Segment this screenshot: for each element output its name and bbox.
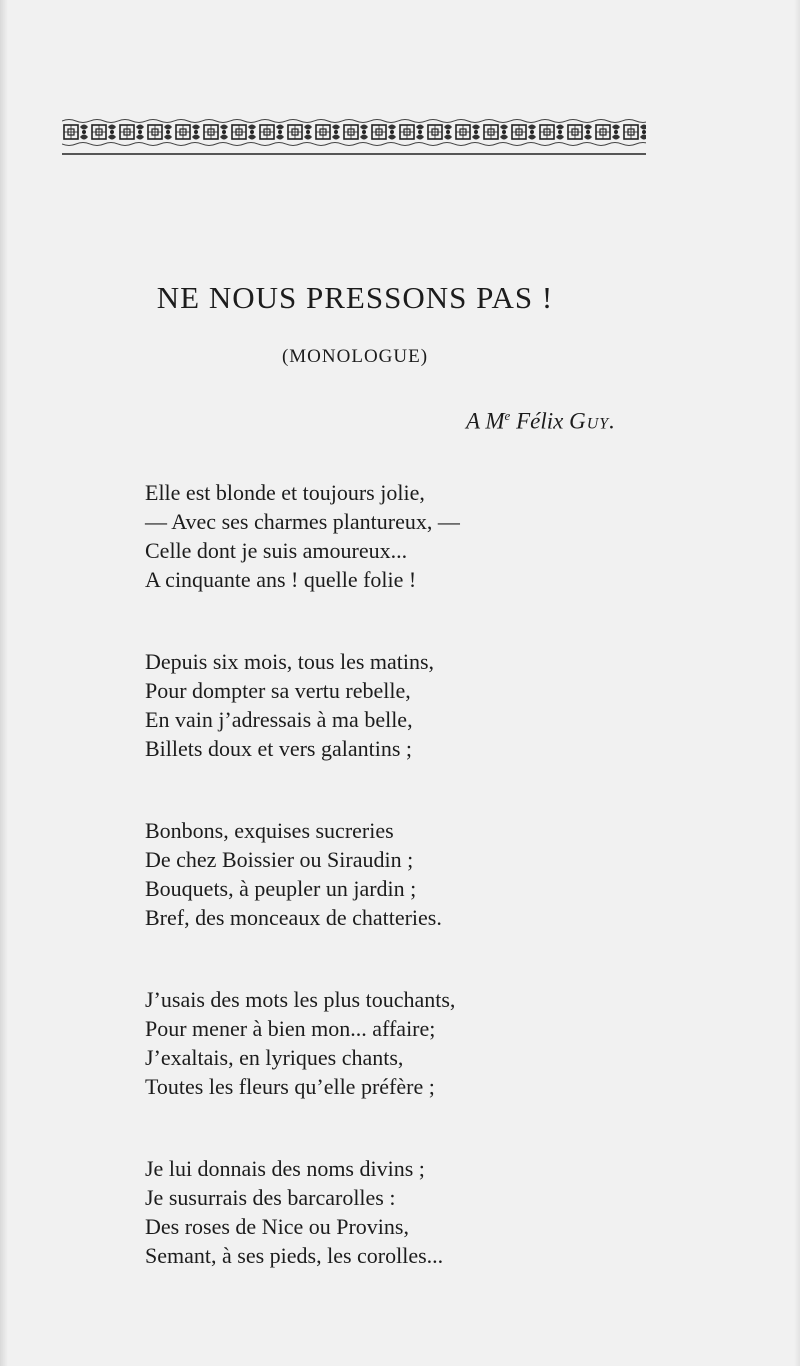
- poem-subtitle: (MONOLOGUE): [281, 346, 429, 367]
- verse-line: Je lui donnais des noms divins ;: [145, 1156, 425, 1181]
- stanza: [145, 647, 705, 763]
- verse-line: Bouquets, à peupler un jardin ;: [145, 876, 417, 901]
- verse-line: — Avec ses charmes plantureux, —: [145, 509, 460, 534]
- verse-line: Bonbons, exquises sucreries: [145, 818, 394, 843]
- verse-line: Je susurrais des barcarolles :: [145, 1185, 396, 1210]
- page-edge: [794, 0, 800, 1366]
- verse-line: Bref, des monceaux de chatteries.: [145, 905, 442, 930]
- stanza: [145, 478, 705, 594]
- verse-line: J’exaltais, en lyriques chants,: [145, 1045, 404, 1070]
- verse-line: Toutes les fleurs qu’elle préfère ;: [145, 1074, 435, 1099]
- dedication-prefix-superscript: e: [504, 408, 511, 423]
- stanza: [145, 985, 705, 1101]
- verse-line: Elle est blonde et toujours jolie,: [145, 480, 425, 505]
- verse-line: Depuis six mois, tous les matins,: [145, 649, 435, 674]
- decorative-ornament-band: [62, 114, 646, 158]
- verse-line: Des roses de Nice ou Provins,: [145, 1214, 409, 1239]
- poem-body: [145, 478, 705, 1323]
- stanza: [145, 816, 705, 932]
- verse-line: De chez Boissier ou Siraudin ;: [145, 847, 414, 872]
- stanza: [145, 1154, 705, 1270]
- dedication-prefix: A M: [466, 408, 505, 434]
- page-edge: [0, 0, 8, 1366]
- poem-title: NE NOUS PRESSONS PAS !: [156, 280, 554, 315]
- verse-line: Celle dont je suis amoureux...: [145, 538, 408, 563]
- dedication-name: Félix: [516, 408, 564, 434]
- verse-line: Billets doux et vers galantins ;: [145, 736, 413, 761]
- verse-line: Pour dompter sa vertu rebelle,: [145, 678, 411, 703]
- dedication-surname: Guy.: [569, 408, 616, 434]
- dedication: [466, 408, 616, 435]
- verse-line: A cinquante ans ! quelle folie !: [145, 567, 417, 592]
- verse-line: En vain j’adressais à ma belle,: [145, 707, 413, 732]
- verse-line: Pour mener à bien mon... affaire;: [145, 1016, 436, 1041]
- verse-line: J’usais des mots les plus touchants,: [145, 987, 456, 1012]
- verse-line: Semant, à ses pieds, les corolles...: [145, 1243, 444, 1268]
